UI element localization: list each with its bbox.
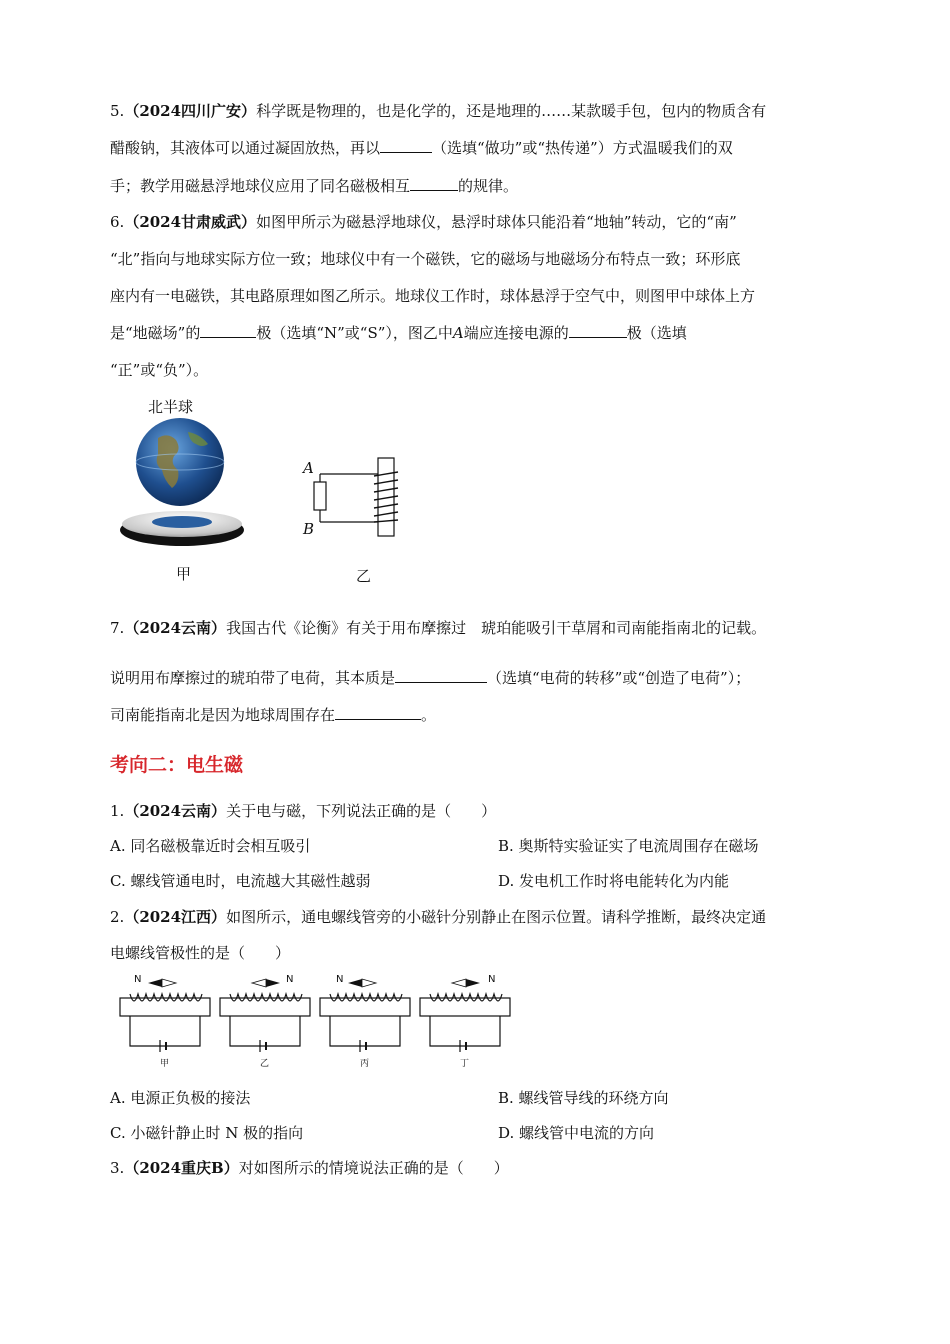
s1-text: 关于电与磁，下列说法正确的是（ ） bbox=[226, 802, 497, 820]
q6-text-4a: 是“地磁场”的 bbox=[110, 324, 201, 342]
q7-text-3b: 。 bbox=[421, 706, 437, 724]
q7-number: 7. bbox=[110, 619, 125, 637]
q5-line-1 bbox=[110, 101, 766, 121]
q7-text-3a: 司南能指南北是因为地球周围存在 bbox=[110, 706, 336, 724]
q7-blank-1[interactable] bbox=[395, 668, 487, 683]
q5-blank-1[interactable] bbox=[380, 138, 432, 153]
s2-option-a[interactable]: A. 电源正负极的接法 bbox=[110, 1089, 251, 1107]
figure-caption-jia: 甲 bbox=[176, 565, 192, 583]
maglev-globe-figure bbox=[118, 418, 248, 558]
q6-line-3 bbox=[110, 286, 755, 306]
q6-line-2 bbox=[110, 249, 740, 269]
s1-option-c[interactable]: C. 螺线管通电时，电流越大其磁性越弱 bbox=[110, 872, 371, 890]
q6-text-5: “正”或“负”）。 bbox=[110, 361, 209, 379]
q6-blank-2[interactable] bbox=[569, 323, 627, 338]
s2-source-tag: （2024江西） bbox=[124, 908, 227, 926]
solenoid-label-bing: 丙 bbox=[360, 1059, 370, 1069]
q5-blank-2[interactable] bbox=[410, 176, 458, 191]
q7-text-1: 我国古代《论衡》有关于用布摩擦过 琥珀能吸引干草屑和司南能指南北的记载。 bbox=[226, 619, 767, 637]
q5-text-2b: （选填“做功”或“热传递”）方式温暖我们的双 bbox=[432, 139, 733, 157]
north-hemisphere-label: 北半球 bbox=[148, 398, 194, 416]
n-label-4: N bbox=[488, 974, 496, 985]
s1-option-a[interactable]: A. 同名磁极靠近时会相互吸引 bbox=[110, 837, 311, 855]
q5-source-tag: （2024四川广安） bbox=[124, 102, 257, 120]
globe-sphere bbox=[136, 418, 224, 506]
solenoid-label-jia: 甲 bbox=[160, 1059, 170, 1069]
solenoid-label-ding: 丁 bbox=[460, 1059, 470, 1069]
q6-line-5 bbox=[110, 360, 208, 380]
q6-text-4d: 端应连接电源的 bbox=[463, 324, 569, 342]
s3-stem bbox=[110, 1158, 509, 1178]
solenoid-label-yi: 乙 bbox=[260, 1059, 270, 1069]
q5-number: 5. bbox=[110, 102, 125, 120]
q6-text-2: “北”指向与地球实际方位一致；地球仪中有一个磁铁，它的磁场与地磁场分布特点一致；环形底 bbox=[110, 250, 741, 268]
q5-line-2 bbox=[110, 138, 733, 158]
q6-number: 6. bbox=[110, 213, 125, 231]
s2-text-1: 如图所示，通电螺线管旁的小磁针分别静止在图示位置。请科学推断，最终决定通 bbox=[226, 908, 767, 926]
n-label-1: N bbox=[134, 974, 142, 985]
q6-point-a-inline: A bbox=[452, 324, 464, 342]
s2-line-2 bbox=[110, 943, 290, 963]
electromagnet-circuit-figure bbox=[298, 452, 408, 542]
point-a-label: A bbox=[303, 459, 314, 477]
point-b-label: B bbox=[303, 520, 315, 538]
q6-text-1: 如图甲所示为磁悬浮地球仪，悬浮时球体只能沿着“地轴”转动，它的“南” bbox=[256, 213, 737, 231]
q5-text-3b: 的规律。 bbox=[458, 177, 519, 195]
q7-line-3 bbox=[110, 705, 436, 725]
q6-text-4b: 极（选填“N”或“S”），图乙中 bbox=[256, 324, 453, 342]
s1-option-b[interactable]: B. 奥斯特实验证实了电流周围存在磁场 bbox=[498, 837, 759, 855]
q7-line-2 bbox=[110, 668, 750, 688]
s2-line-1 bbox=[110, 907, 766, 927]
s2-text-2: 电螺线管极性的是（ ） bbox=[110, 944, 291, 962]
s3-text: 对如图所示的情境说法正确的是（ ） bbox=[238, 1159, 509, 1177]
figure-caption-yi: 乙 bbox=[356, 567, 372, 585]
s2-option-c[interactable]: C. 小磁针静止时 N 极的指向 bbox=[110, 1124, 304, 1142]
q5-text-1: 科学既是物理的，也是化学的，还是地理的……某款暖手包，包内的物质含有 bbox=[256, 102, 767, 120]
q6-blank-1[interactable] bbox=[200, 323, 256, 338]
section-heading: 考向二：电生磁 bbox=[110, 754, 244, 776]
q7-text-2b: （选填“电荷的转移”或“创造了电荷”）； bbox=[487, 669, 751, 687]
q6-text-4e: 极（选填 bbox=[626, 324, 687, 342]
q7-text-2a: 说明用布摩擦过的琥珀带了电荷，其本质是 bbox=[110, 669, 396, 687]
n-label-2: N bbox=[286, 974, 294, 985]
q5-line-3 bbox=[110, 176, 518, 196]
q5-text-3a: 手；教学用磁悬浮地球仪应用了同名磁极相互 bbox=[110, 177, 411, 195]
s1-stem bbox=[110, 801, 496, 821]
q6-line-4 bbox=[110, 323, 687, 343]
n-label-3: N bbox=[336, 974, 344, 985]
s2-option-b[interactable]: B. 螺线管导线的环绕方向 bbox=[498, 1089, 669, 1107]
s3-source-tag: （2024重庆B） bbox=[124, 1159, 239, 1177]
s2-number: 2. bbox=[110, 908, 125, 926]
q7-blank-2[interactable] bbox=[335, 705, 421, 720]
q5-text-2a: 醋酸钠，其液体可以通过凝固放热，再以 bbox=[110, 139, 381, 157]
q6-line-1 bbox=[110, 212, 737, 232]
resistor bbox=[314, 482, 326, 510]
s2-option-d[interactable]: D. 螺线管中电流的方向 bbox=[498, 1124, 655, 1142]
q6-source-tag: （2024甘肃威武） bbox=[124, 213, 257, 231]
q7-source-tag: （2024云南） bbox=[124, 619, 227, 637]
s1-option-d[interactable]: D. 发电机工作时将电能转化为内能 bbox=[498, 872, 730, 890]
q6-text-3: 座内有一电磁铁，其电路原理如图乙所示。地球仪工作时，球体悬浮于空气中，则图甲中球体上方 bbox=[110, 287, 756, 305]
compass-needles bbox=[148, 979, 480, 987]
s1-source-tag: （2024云南） bbox=[124, 802, 227, 820]
s1-number: 1. bbox=[110, 802, 125, 820]
q7-line-1 bbox=[110, 618, 766, 638]
s3-number: 3. bbox=[110, 1159, 125, 1177]
